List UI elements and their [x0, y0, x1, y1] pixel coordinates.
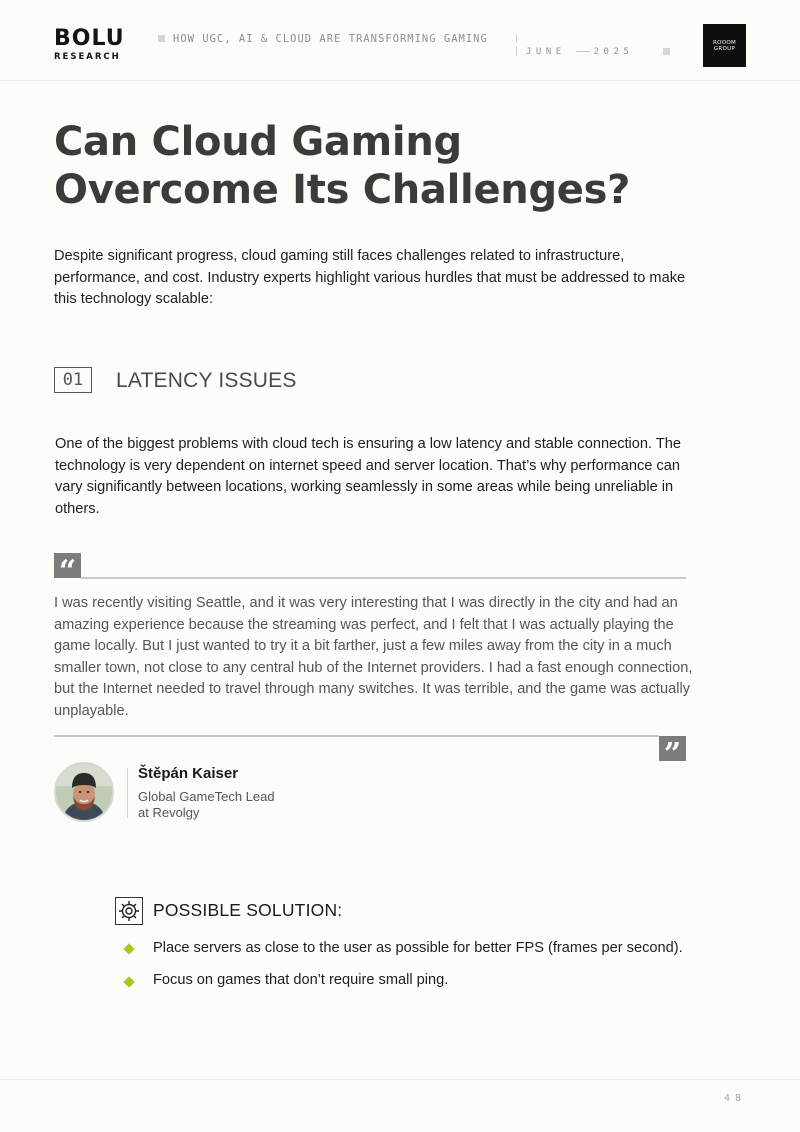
quote-divider-bottom — [54, 735, 659, 737]
bullet-diamond-icon — [123, 943, 134, 954]
solution-item: Place servers as close to the user as possible for better FPS (frames per second). — [153, 940, 683, 956]
close-quote-icon: ” — [659, 736, 686, 761]
date-month: JUNE — [526, 47, 566, 57]
solution-item: Focus on games that don’t require small ping. — [153, 972, 449, 988]
bolu-logo-subtitle: RESEARCH — [54, 52, 121, 62]
page-title — [54, 118, 630, 214]
page-header — [0, 0, 800, 81]
date-year: 2025 — [593, 47, 634, 57]
section-body: One of the biggest problems with cloud tech is ensuring a low latency and stable connection. The technology is very dependent on internet speed and server location. That’s why performance can vary significantly between locations, working seamlessly in some areas while being unreliable in others. — [55, 436, 682, 517]
section-title: LATENCY ISSUES — [116, 369, 297, 392]
date-dash — [576, 51, 590, 52]
partner-logo-line2: GROUP — [713, 45, 736, 52]
header-divider — [516, 34, 517, 43]
bullet-diamond-icon — [123, 976, 134, 987]
author-role-line2: at Revolgy — [138, 805, 200, 820]
author-name: Štěpán Kaiser — [138, 765, 239, 782]
report-date — [526, 47, 633, 57]
author-portrait-icon — [56, 764, 112, 820]
author-role-line1: Global GameTech Lead — [138, 789, 275, 804]
report-title: HOW UGC, AI & CLOUD ARE TRANSFORMING GAMING — [173, 33, 488, 45]
header-square-icon — [158, 35, 165, 42]
author-role — [138, 789, 338, 821]
page-number: 48 — [724, 1093, 747, 1104]
page-title-line1: Can Cloud Gaming — [54, 119, 462, 165]
quote-text: I was recently visiting Seattle, and it was very interesting that I was directly in the city and had an amazing experience because the streaming was perfect, and I felt that I was actually playing the game locally. But I just wanted to try it a bit farther, just a few miles away from the city in a much smaller town, not close to any central hub of the Internet providers. I had a fast enough connection, but the Internet needed to travel through many switches. It was terrible, and the game was actually unplayable. — [54, 595, 693, 719]
gear-icon — [115, 897, 143, 925]
header-square-icon — [663, 48, 670, 55]
footer-divider — [0, 1079, 800, 1080]
author-divider — [127, 768, 128, 818]
header-divider — [516, 47, 517, 56]
open-quote-icon: “ — [54, 553, 81, 578]
quote-divider-top — [81, 577, 686, 579]
solution-title: POSSIBLE SOLUTION: — [153, 900, 343, 920]
partner-logo-line1: ROOOM — [712, 39, 737, 46]
bolu-logo: BOLU — [54, 26, 125, 51]
intro-paragraph: Despite significant progress, cloud gaming still faces challenges related to infrastructure, performance, and cost. Industry experts highlight various hurdles that must be addressed to make this technology scalable: — [54, 248, 686, 307]
author-avatar — [54, 762, 114, 822]
rooom-group-logo — [703, 24, 746, 67]
section-number: 01 — [54, 367, 92, 393]
page-title-line2: Overcome Its Challenges? — [54, 167, 631, 213]
